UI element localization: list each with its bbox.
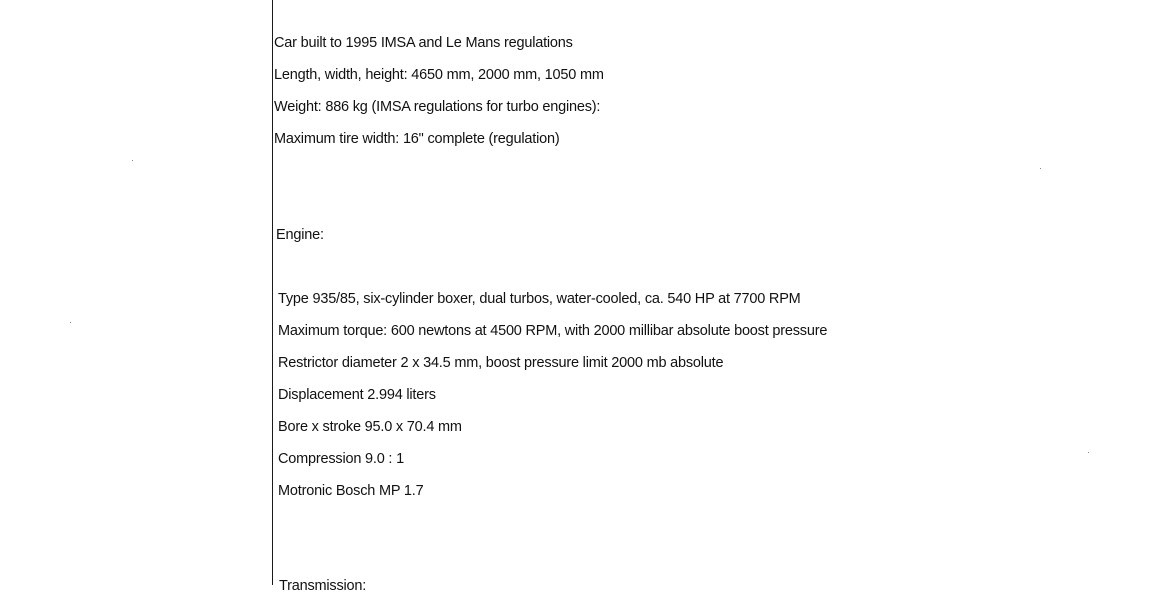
engine-heading: Engine:	[276, 227, 324, 243]
engine-line-type: Type 935/85, six-cylinder boxer, dual turbos, water-cooled, ca. 540 HP at 7700 RPM	[278, 291, 801, 307]
spec-line-weight: Weight: 886 kg (IMSA regulations for turbo engines):	[274, 99, 601, 115]
scan-speck	[70, 322, 71, 323]
scan-speck	[132, 160, 133, 161]
margin-rule	[272, 0, 273, 585]
engine-line-motronic: Motronic Bosch MP 1.7	[278, 483, 424, 499]
engine-line-bore-stroke: Bore x stroke 95.0 x 70.4 mm	[278, 419, 462, 435]
engine-line-torque: Maximum torque: 600 newtons at 4500 RPM, with 2000 millibar absolute boost pressure	[278, 323, 828, 339]
transmission-heading: Transmission:	[279, 578, 367, 594]
engine-line-compression: Compression 9.0 : 1	[278, 451, 404, 467]
spec-line-regulations: Car built to 1995 IMSA and Le Mans regulations	[274, 35, 573, 51]
engine-line-displacement: Displacement 2.994 liters	[278, 387, 436, 403]
spec-line-tire-width: Maximum tire width: 16" complete (regulation)	[274, 131, 560, 147]
scan-speck	[1088, 452, 1089, 453]
transmission-heading-clip	[279, 577, 419, 594]
engine-line-restrictor: Restrictor diameter 2 x 34.5 mm, boost pressure limit 2000 mb absolute	[278, 355, 724, 371]
spec-line-dimensions: Length, width, height: 4650 mm, 2000 mm, 1050 mm	[274, 67, 604, 83]
scan-speck	[1040, 168, 1041, 169]
